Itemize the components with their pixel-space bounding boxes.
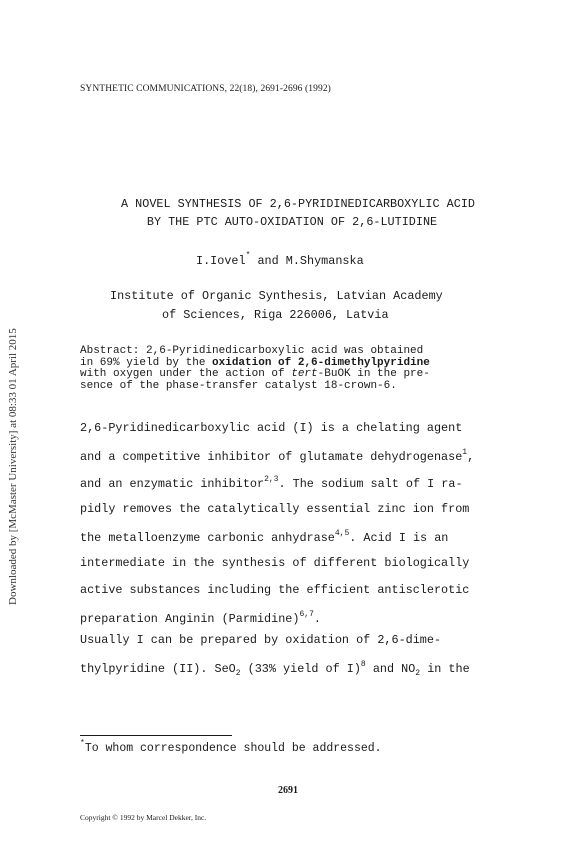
abstract-line-1: Abstract: 2,6-Pyridinedicarboxylic acid was obtained	[80, 345, 424, 357]
body-line-6: intermediate in the synthesis of different biologically	[80, 556, 470, 570]
body-line-3: and an enzymatic inhibitor$^{2,3}$. The sodium salt of I ra-	[80, 475, 463, 491]
title-line-1: A NOVEL SYNTHESIS OF 2,6-PYRIDINEDICARBOXYLIC ACID	[121, 197, 475, 211]
affiliation-line-1: Institute of Organic Synthesis, Latvian Academy	[110, 289, 443, 303]
abstract-line-3: with oxygen under the action of tert-BuOK in the pre-	[80, 368, 430, 380]
body-line-7: active substances including the efficient antisclerotic	[80, 583, 470, 597]
body-line-9: Usually I can be prepared by oxidation of 2,6-dime-	[80, 633, 442, 647]
body-line-2: and a competitive inhibitor of glutamate dehydrogenase$^1$,	[80, 448, 475, 464]
footnote	[80, 739, 382, 755]
body-line-1: 2,6-Pyridinedicarboxylic acid (I) is a chelating agent	[80, 421, 463, 435]
body-line-10: thylpyridine (II). SeO$_2$ (33% yield of I)$^8$ and $NO_2$ in the	[80, 660, 470, 678]
body-line-5: the metalloenzyme carbonic anhydrase$^{4,5}$. Acid I is an	[80, 529, 449, 545]
correspondence-mark: *	[245, 251, 251, 260]
copyright: Copyright © 1992 by Marcel Dekker, Inc.	[80, 813, 207, 822]
download-watermark: Downloaded by [McMaster University] at 08:33 01 April 2015	[7, 328, 19, 605]
abstract	[80, 346, 430, 392]
author-1: I.Iovel	[196, 254, 246, 268]
abstract-line-4: sence of the phase-transfer catalyst 18-crown-6.	[80, 379, 397, 392]
authors	[196, 251, 364, 268]
body-line-8: preparation Anginin (Parmidine)$^{6,7}$.	[80, 610, 321, 626]
abstract-line-2: in 69% yield by the oxidation of 2,6-dimethylpyridine	[80, 356, 430, 369]
body-line-4: pidly removes the catalytically essential zinc ion from	[80, 502, 470, 516]
page-number: 2691	[278, 785, 298, 796]
affiliation-line-2: of Sciences, Riga 226006, Latvia	[162, 308, 389, 322]
footnote-mark: *	[80, 739, 85, 748]
footnote-rule	[80, 735, 232, 736]
journal-header: SYNTHETIC COMMUNICATIONS, 22(18), 2691-2696 (1992)	[80, 84, 331, 94]
title-line-2: BY THE PTC AUTO-OXIDATION OF 2,6-LUTIDINE	[146, 215, 438, 229]
author-2: and M.Shymanska	[250, 254, 364, 268]
footnote-text: To whom correspondence should be addressed.	[84, 742, 382, 755]
